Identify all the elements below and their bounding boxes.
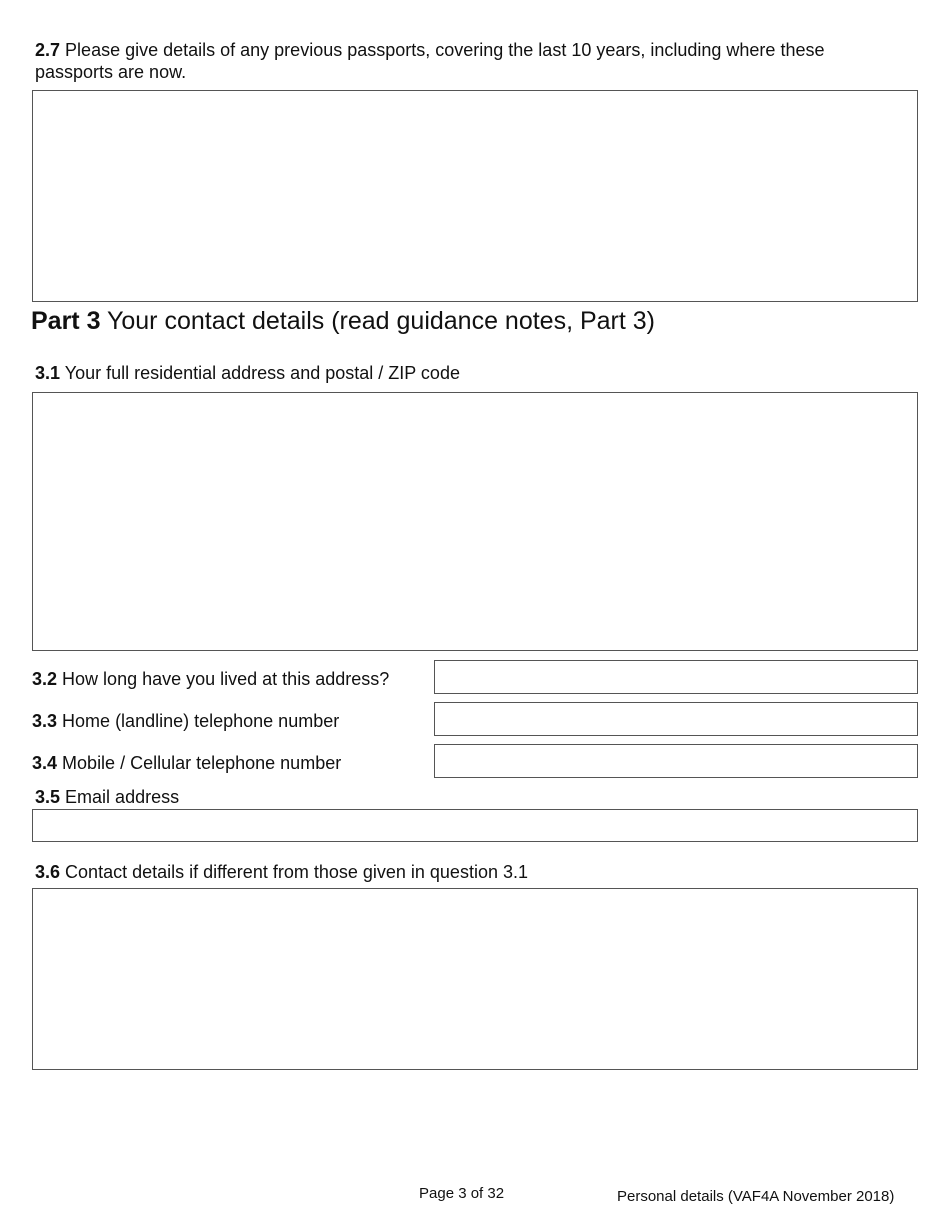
email-input[interactable] — [32, 809, 918, 842]
question-3-3-label: 3.3 Home (landline) telephone number — [32, 711, 340, 731]
question-number: 2.7 — [35, 40, 61, 60]
question-3-2-label: 3.2 How long have you lived at this address? — [32, 669, 390, 689]
question-3-5-label: 3.5 Email address — [35, 787, 180, 807]
previous-passports-textarea[interactable] — [32, 90, 918, 302]
residential-address-textarea[interactable] — [32, 392, 918, 651]
home-telephone-input[interactable] — [434, 702, 918, 736]
mobile-telephone-input[interactable] — [434, 744, 918, 778]
time-at-address-input[interactable] — [434, 660, 918, 694]
question-3-4-label: 3.4 Mobile / Cellular telephone number — [32, 753, 342, 773]
form-reference: Personal details (VAF4A November 2018) — [617, 1188, 895, 1205]
question-3-6-label: 3.6 Contact details if different from those given in question 3.1 — [35, 862, 528, 882]
page-number: Page 3 of 32 — [419, 1185, 505, 1202]
question-3-1-label: 3.1 Your full residential address and postal / ZIP code — [35, 363, 460, 383]
part-3-heading: Part 3 Your contact details (read guidance notes, Part 3) — [31, 307, 656, 335]
question-2-7-label: 2.7 Please give details of any previous passports, covering the last 10 years, including where these passports are now. — [35, 40, 825, 82]
alternate-contact-textarea[interactable] — [32, 888, 918, 1070]
